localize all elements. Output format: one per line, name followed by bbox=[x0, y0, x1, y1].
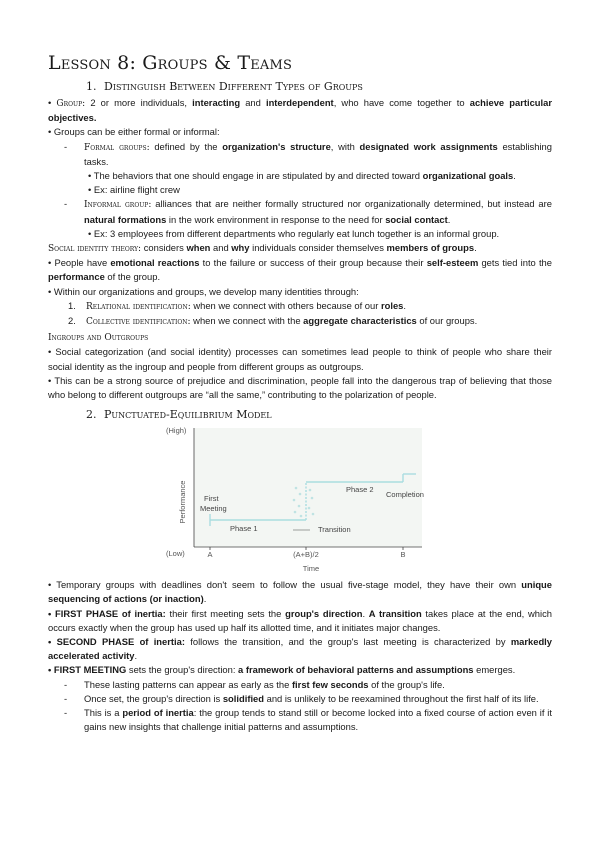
section-heading-1: 1. Distinguish Between Different Types of Groups bbox=[86, 80, 363, 93]
relational-identification: 1. Relational identification: when we connect with others because of our roles. bbox=[68, 299, 406, 312]
diagram-svg bbox=[48, 424, 552, 574]
phase1-label: Phase 1 bbox=[230, 524, 258, 534]
formal-sub-2: • Ex: airline flight crew bbox=[88, 184, 180, 196]
within-line: • Within our organizations and groups, we develop many identities through: bbox=[48, 285, 359, 297]
pe-p3: • SECOND PHASE of inertia: follows the transition, and the group's last meeting is characterized by markedly accelerated activity. bbox=[48, 636, 552, 662]
y-axis-label: Performance bbox=[178, 480, 187, 524]
emotional-reactions: • People have emotional reactions to the failure or success of their group because their self-esteem gets tied into the performance of the group. bbox=[48, 257, 552, 283]
formal-sub-1: • The behaviors that one should engage in are stipulated by and directed toward organizational goals. bbox=[88, 170, 516, 182]
pe-dash-3: - This is a period of inertia: the group tends to stand still or become locked into a fixed course of action even if it gains new insights that challenge initial patterns and assumptions. bbox=[48, 706, 552, 734]
informal-group: - Informal group: alliances that are neither formally structured nor organizationally determined, but instead are natural formations in the work environment in response to the need for social contact. bbox=[48, 197, 552, 226]
pe-p4: • FIRST MEETING sets the group's direction: a framework of behavioral patterns and assumptions emerges. bbox=[48, 664, 516, 676]
first-meeting-label-1: First bbox=[204, 494, 219, 504]
x-tick-mid: (A+B)/2 bbox=[293, 550, 319, 560]
y-low-label: (Low) bbox=[166, 549, 185, 559]
ingroups-p2: • This can be a strong source of prejudice and discrimination, people fall into the dangerous trap of believing that those who belong to different outgroups are “all the same,” contributing to the polarization of people. bbox=[48, 374, 552, 401]
either-line: • Groups can be either formal or informal: bbox=[48, 126, 220, 138]
collective-identification: 2. Collective identification: when we connect with the aggregate characteristics of our groups. bbox=[68, 315, 478, 328]
page-title: Lesson 8: Groups & Teams bbox=[48, 52, 293, 74]
pe-dash-1: - These lasting patterns can appear as early as the first few seconds of the group's life. bbox=[48, 678, 552, 692]
section-heading-2: 2. Punctuated-Equilibrium Model bbox=[86, 408, 272, 422]
transition-label: Transition bbox=[318, 525, 351, 535]
y-high-label: (High) bbox=[166, 426, 187, 436]
x-tick-b: B bbox=[400, 550, 406, 560]
pe-dash-2: - Once set, the group's direction is solidified and is unlikely to be reexamined throughout the first half of its life. bbox=[48, 692, 552, 706]
informal-sub-1: • Ex: 3 employees from different departments who regularly eat lunch together is an informal group. bbox=[88, 227, 500, 239]
phase2-label: Phase 2 bbox=[346, 485, 374, 495]
x-tick-a: A bbox=[207, 550, 213, 560]
completion-label: Completion bbox=[386, 490, 424, 500]
x-axis-label: Time bbox=[302, 564, 320, 574]
document-page bbox=[48, 52, 552, 735]
ingroups-p1: • Social categorization (and social identity) processes can sometimes lead people to think of people who share their social identity as the ingroup and people from different groups as outgroups. bbox=[48, 346, 552, 372]
formal-groups: - Formal groups: defined by the organization's structure, with designated work assignments establishing tasks. bbox=[48, 140, 552, 169]
social-identity-theory: Social identity theory: considers when and why individuals consider themselves members of groups. bbox=[48, 242, 477, 255]
pe-p1: • Temporary groups with deadlines don't seem to follow the usual five-stage model, they have their own unique sequencing of actions (or inaction). bbox=[48, 579, 552, 605]
pe-p2: • FIRST PHASE of inertia: their first meeting sets the group's direction. A transition takes place at the end, which occurs exactly when the group has used up half its allotted time, and it initiates major changes. bbox=[48, 607, 552, 633]
first-meeting-label-2: Meeting bbox=[200, 504, 227, 514]
plot-background bbox=[194, 428, 422, 547]
punctuated-equilibrium-diagram bbox=[48, 424, 552, 574]
group-definition: • Group: 2 or more individuals, interacting and interdependent, who have come together to achieve particular objectives. bbox=[48, 97, 553, 124]
ingroups-heading: Ingroups and Outgroups bbox=[48, 333, 149, 344]
